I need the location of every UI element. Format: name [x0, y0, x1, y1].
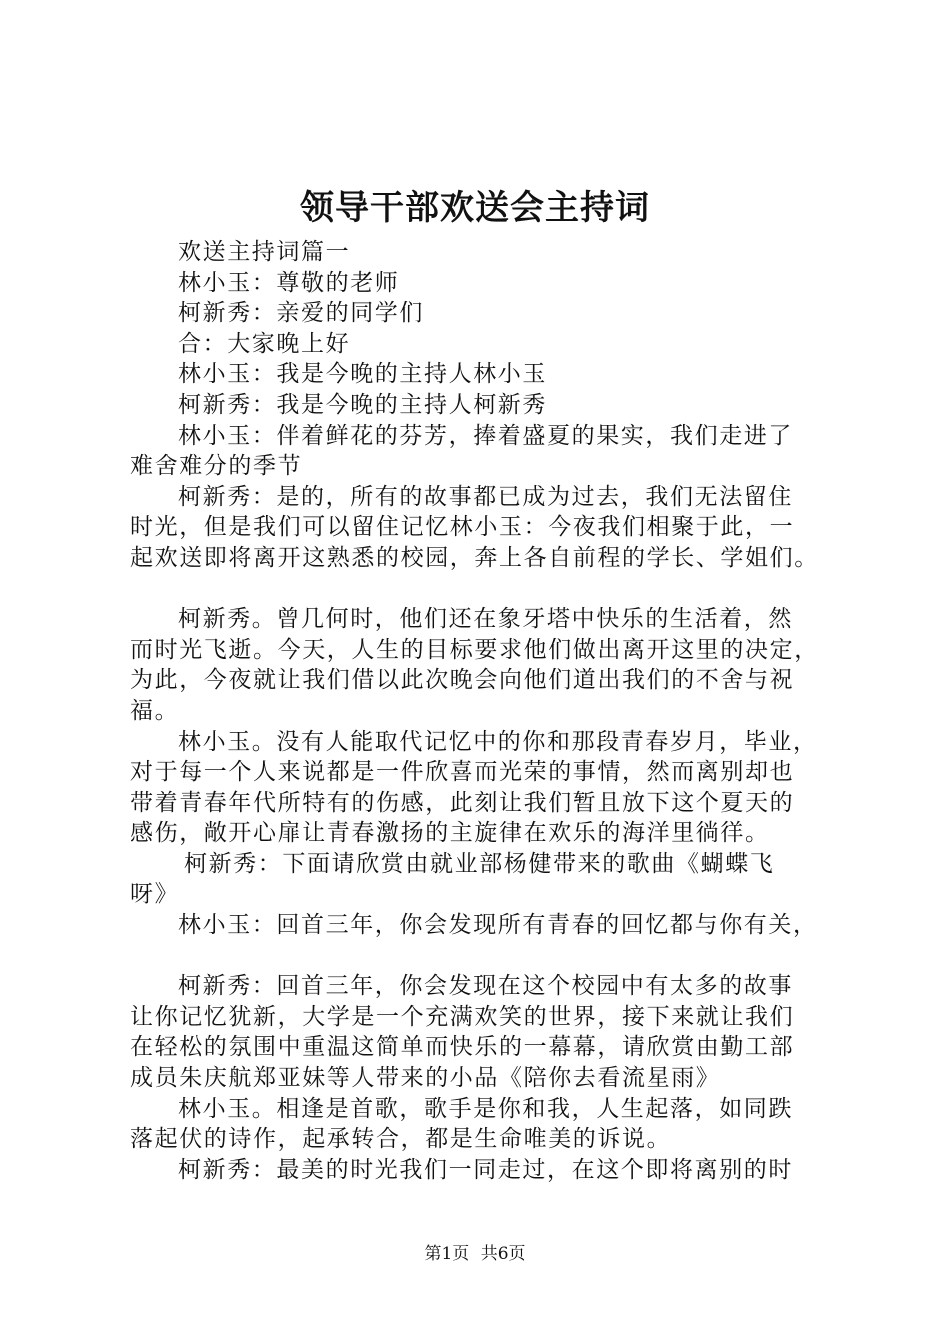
paragraph-line: 带着青春年代所特有的伤感，此刻让我们暂且放下这个夏天的 [130, 789, 795, 816]
paragraph-line: 在轻松的氛围中重温这简单而快乐的一幕幕，请欣赏由勤工部 [130, 1034, 795, 1061]
paragraph-line: 呀》 [130, 881, 180, 908]
paragraph-line: 林小玉。没有人能取代记忆中的你和那段青春岁月，毕业， [178, 728, 818, 755]
paragraph-line: 柯新秀：是的，所有的故事都已成为过去，我们无法留住 [178, 483, 793, 510]
paragraph-line: 柯新秀。曾几何时，他们还在象牙塔中快乐的生活着，然 [178, 606, 793, 633]
paragraph-line: 落起伏的诗作，起承转合，都是生命唯美的诉说。 [130, 1126, 672, 1153]
paragraph-line: 柯新秀：回首三年，你会发现在这个校园中有太多的故事 [178, 973, 793, 1000]
paragraph-spacer [130, 574, 860, 605]
paragraph-line: 成员朱庆航郑亚妹等人带来的小品《陪你去看流星雨》 [130, 1065, 721, 1092]
paragraph-line: 柯新秀：我是今晚的主持人柯新秀 [178, 391, 547, 418]
paragraph-line: 林小玉：尊敬的老师 [178, 269, 400, 296]
paragraph-line: 感伤，敞开心扉让青春激扬的主旋律在欢乐的海洋里徜徉。 [130, 820, 770, 847]
page-number: 第1页 [424, 1244, 470, 1264]
paragraph-line: 起欢送即将离开这熟悉的校园，奔上各自前程的学长、学姐们。 [130, 544, 819, 571]
page-total: 共6页 [480, 1244, 526, 1264]
paragraph-line: 柯新秀：下面请欣赏由就业部杨健带来的歌曲《蝴蝶飞 [184, 850, 775, 877]
paragraph-line: 欢送主持词篇一 [178, 239, 351, 265]
page-footer [0, 1243, 950, 1265]
paragraph-line: 福。 [130, 697, 180, 724]
paragraph-line: 林小玉：伴着鲜花的芬芳，捧着盛夏的果实，我们走进了 [178, 422, 793, 449]
paragraph-spacer [130, 941, 860, 972]
paragraph-line: 对于每一个人来说都是一件欣喜而光荣的事情，然而离别却也 [130, 759, 795, 786]
paragraph-line: 林小玉：回首三年，你会发现所有青春的回忆都与你有关， [178, 912, 818, 939]
paragraph-line: 合：大家晚上好 [178, 330, 351, 357]
paragraph-line: 而时光飞逝。今天，人生的目标要求他们做出离开这里的决定， [130, 636, 819, 663]
document-title: 领导干部欢送会主持词 [300, 188, 650, 228]
paragraph-line: 为此，今夜就让我们借以此次晚会向他们道出我们的不舍与祝 [130, 667, 795, 694]
paragraph-line: 让你记忆犹新，大学是一个充满欢笑的世界，接下来就让我们 [130, 1003, 795, 1030]
paragraph-line: 时光，但是我们可以留住记忆林小玉：今夜我们相聚于此，一 [130, 514, 795, 541]
paragraph-line: 柯新秀：亲爱的同学们 [178, 300, 424, 327]
paragraph-line: 难舍难分的季节 [130, 453, 303, 480]
paragraph-line: 林小玉：我是今晚的主持人林小玉 [178, 361, 547, 388]
paragraph-line: 林小玉。相逢是首歌，歌手是你和我，人生起落，如同跌 [178, 1095, 793, 1122]
document-body [130, 237, 860, 1185]
paragraph-line: 柯新秀：最美的时光我们一同走过，在这个即将离别的时 [178, 1156, 793, 1183]
